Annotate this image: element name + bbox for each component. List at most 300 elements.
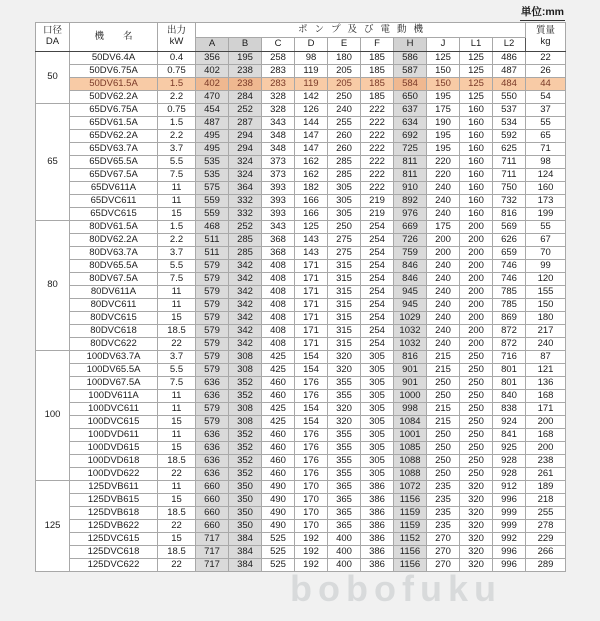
dim-cell: 1072	[394, 481, 427, 494]
dim-cell: 294	[229, 130, 262, 143]
dim-cell: 254	[361, 325, 394, 338]
mass-cell: 136	[526, 377, 566, 390]
table-row[interactable]	[36, 390, 566, 403]
dim-cell: 355	[328, 468, 361, 481]
dim-cell: 352	[229, 442, 262, 455]
dim-cell: 912	[493, 481, 526, 494]
model-cell: 100DVC611	[70, 403, 158, 416]
dim-cell: 992	[493, 533, 526, 546]
dim-cell: 579	[196, 260, 229, 273]
table-row[interactable]	[36, 182, 566, 195]
table-row[interactable]	[36, 208, 566, 221]
dim-cell: 250	[427, 390, 460, 403]
col-header-model: 機 名	[70, 23, 158, 52]
dim-cell: 328	[262, 104, 295, 117]
dim-cell: 487	[493, 65, 526, 78]
model-cell: 80DV63.7A	[70, 247, 158, 260]
table-row[interactable]	[36, 455, 566, 468]
dim-cell: 222	[361, 130, 394, 143]
table-row[interactable]	[36, 104, 566, 117]
table-row[interactable]	[36, 403, 566, 416]
dim-cell: 999	[493, 520, 526, 533]
dim-cell: 1088	[394, 455, 427, 468]
dim-cell: 1029	[394, 312, 427, 325]
dim-cell: 328	[262, 91, 295, 104]
dim-cell: 260	[328, 130, 361, 143]
dim-cell: 250	[328, 221, 361, 234]
dim-cell: 175	[427, 104, 460, 117]
table-row[interactable]	[36, 299, 566, 312]
dim-cell: 220	[427, 156, 460, 169]
model-cell: 125DVC622	[70, 559, 158, 572]
dim-cell: 176	[295, 455, 328, 468]
dim-cell: 315	[328, 312, 361, 325]
model-cell: 50DV62.2A	[70, 91, 158, 104]
dim-cell: 270	[427, 546, 460, 559]
dim-cell: 250	[460, 403, 493, 416]
dim-cell: 925	[493, 442, 526, 455]
dim-cell: 200	[460, 273, 493, 286]
dim-cell: 487	[196, 117, 229, 130]
mass-cell: 261	[526, 468, 566, 481]
dim-cell: 182	[295, 182, 328, 195]
dim-cell: 495	[196, 143, 229, 156]
dim-cell: 315	[328, 260, 361, 273]
dim-cell: 308	[229, 416, 262, 429]
output-cell: 15	[158, 533, 196, 546]
table-row[interactable]	[36, 221, 566, 234]
dim-cell: 250	[460, 377, 493, 390]
output-cell: 0.75	[158, 104, 196, 117]
output-cell: 2.2	[158, 91, 196, 104]
table-row[interactable]	[36, 65, 566, 78]
dim-cell: 305	[328, 208, 361, 221]
dim-cell: 315	[328, 286, 361, 299]
dim-cell: 147	[295, 143, 328, 156]
dim-cell: 579	[196, 338, 229, 351]
mass-cell: 217	[526, 325, 566, 338]
dim-cell: 332	[229, 208, 262, 221]
table-row[interactable]	[36, 143, 566, 156]
table-row[interactable]	[36, 325, 566, 338]
dim-cell: 324	[229, 169, 262, 182]
dim-cell: 846	[394, 273, 427, 286]
dim-cell: 996	[493, 546, 526, 559]
dim-cell: 235	[427, 520, 460, 533]
table-row[interactable]	[36, 169, 566, 182]
output-cell: 3.7	[158, 143, 196, 156]
col-header-c: C	[262, 38, 295, 52]
table-row[interactable]	[36, 468, 566, 481]
dim-cell: 511	[196, 234, 229, 247]
dim-cell: 185	[361, 91, 394, 104]
table-row[interactable]	[36, 377, 566, 390]
output-cell: 5.5	[158, 260, 196, 273]
output-cell: 18.5	[158, 455, 196, 468]
dim-cell: 240	[427, 260, 460, 273]
dim-cell: 368	[262, 247, 295, 260]
table-row[interactable]	[36, 442, 566, 455]
mass-cell: 67	[526, 234, 566, 247]
mass-cell: 71	[526, 143, 566, 156]
output-cell: 2.2	[158, 234, 196, 247]
dim-cell: 320	[328, 364, 361, 377]
output-cell: 11	[158, 429, 196, 442]
dim-cell: 355	[328, 377, 361, 390]
dim-cell: 393	[262, 182, 295, 195]
dim-cell: 650	[394, 91, 427, 104]
dim-cell: 626	[493, 234, 526, 247]
dim-cell: 352	[229, 377, 262, 390]
dim-cell: 454	[196, 104, 229, 117]
dim-cell: 386	[361, 520, 394, 533]
dim-cell: 205	[328, 78, 361, 91]
model-cell: 125DVB611	[70, 481, 158, 494]
output-cell: 11	[158, 390, 196, 403]
model-cell: 80DV62.2A	[70, 234, 158, 247]
dim-cell: 365	[328, 507, 361, 520]
dim-cell: 490	[262, 520, 295, 533]
model-cell: 65DVC615	[70, 208, 158, 221]
dim-cell: 170	[295, 507, 328, 520]
dim-cell: 222	[361, 104, 394, 117]
table-row[interactable]	[36, 364, 566, 377]
dim-cell: 285	[328, 169, 361, 182]
dim-cell: 711	[493, 169, 526, 182]
dim-cell: 320	[328, 351, 361, 364]
diameter-cell: 65	[36, 104, 70, 221]
col-header-mass	[526, 23, 566, 52]
dim-cell: 240	[427, 338, 460, 351]
dim-cell: 192	[295, 546, 328, 559]
dim-cell: 846	[394, 260, 427, 273]
table-row[interactable]	[36, 91, 566, 104]
mass-cell: 37	[526, 104, 566, 117]
dim-cell: 240	[427, 325, 460, 338]
dim-cell: 222	[361, 117, 394, 130]
dim-cell: 250	[460, 455, 493, 468]
dim-cell: 254	[361, 312, 394, 325]
mass-cell: 26	[526, 65, 566, 78]
dim-cell: 525	[262, 559, 295, 572]
table-row[interactable]	[36, 195, 566, 208]
dim-cell: 1085	[394, 442, 427, 455]
dim-cell: 692	[394, 130, 427, 143]
dim-cell: 305	[361, 442, 394, 455]
table-row[interactable]	[36, 533, 566, 546]
table-row[interactable]	[36, 559, 566, 572]
dim-cell: 350	[229, 520, 262, 533]
dim-cell: 305	[361, 455, 394, 468]
dim-cell: 746	[493, 273, 526, 286]
dim-cell: 470	[196, 91, 229, 104]
mass-cell: 65	[526, 130, 566, 143]
dim-cell: 579	[196, 403, 229, 416]
dim-cell: 924	[493, 416, 526, 429]
model-cell: 100DV611A	[70, 390, 158, 403]
dim-cell: 305	[361, 364, 394, 377]
table-row[interactable]	[36, 481, 566, 494]
dim-cell: 200	[460, 299, 493, 312]
dim-cell: 460	[262, 429, 295, 442]
dim-cell: 254	[361, 247, 394, 260]
dim-cell: 1159	[394, 520, 427, 533]
dim-cell: 1001	[394, 429, 427, 442]
dim-cell: 365	[328, 494, 361, 507]
dim-cell: 240	[427, 182, 460, 195]
dim-cell: 235	[427, 507, 460, 520]
mass-cell: 160	[526, 182, 566, 195]
dim-cell: 785	[493, 299, 526, 312]
dim-cell: 400	[328, 546, 361, 559]
dim-cell: 840	[493, 390, 526, 403]
dim-cell: 716	[493, 351, 526, 364]
dim-cell: 901	[394, 377, 427, 390]
dim-cell: 535	[196, 156, 229, 169]
dim-cell: 342	[229, 286, 262, 299]
dim-cell: 1152	[394, 533, 427, 546]
dim-cell: 171	[295, 260, 328, 273]
dim-cell: 171	[295, 312, 328, 325]
dim-cell: 150	[427, 78, 460, 91]
model-cell: 100DVD611	[70, 429, 158, 442]
dim-cell: 717	[196, 533, 229, 546]
dim-cell: 125	[460, 78, 493, 91]
dim-cell: 460	[262, 390, 295, 403]
dim-cell: 587	[394, 65, 427, 78]
dim-cell: 240	[427, 273, 460, 286]
dim-cell: 386	[361, 481, 394, 494]
dim-cell: 250	[460, 351, 493, 364]
model-cell: 100DV65.5A	[70, 364, 158, 377]
dim-cell: 240	[427, 286, 460, 299]
mass-cell: 121	[526, 364, 566, 377]
dim-cell: 490	[262, 494, 295, 507]
dim-cell: 320	[328, 403, 361, 416]
dim-cell: 185	[361, 65, 394, 78]
dim-cell: 154	[295, 351, 328, 364]
output-cell: 15	[158, 312, 196, 325]
dim-cell: 365	[328, 481, 361, 494]
dim-cell: 976	[394, 208, 427, 221]
dim-cell: 355	[328, 442, 361, 455]
dim-cell: 402	[196, 78, 229, 91]
dim-cell: 660	[196, 494, 229, 507]
dim-cell: 408	[262, 273, 295, 286]
dim-cell: 350	[229, 507, 262, 520]
dim-cell: 250	[460, 364, 493, 377]
dim-cell: 320	[460, 533, 493, 546]
dim-cell: 200	[460, 234, 493, 247]
dim-cell: 205	[328, 65, 361, 78]
mass-cell: 44	[526, 78, 566, 91]
dim-cell: 586	[394, 52, 427, 65]
dim-cell: 176	[295, 468, 328, 481]
table-row[interactable]	[36, 520, 566, 533]
dim-cell: 350	[229, 494, 262, 507]
dim-cell: 200	[460, 312, 493, 325]
table-row[interactable]	[36, 338, 566, 351]
dim-cell: 342	[229, 273, 262, 286]
dim-cell: 219	[361, 195, 394, 208]
table-row[interactable]	[36, 312, 566, 325]
table-row[interactable]	[36, 117, 566, 130]
dim-cell: 171	[295, 338, 328, 351]
dim-cell: 386	[361, 546, 394, 559]
dim-cell: 240	[427, 299, 460, 312]
dim-cell: 579	[196, 416, 229, 429]
output-cell: 15	[158, 416, 196, 429]
mass-cell: 255	[526, 507, 566, 520]
dim-cell: 258	[262, 52, 295, 65]
dim-cell: 254	[361, 260, 394, 273]
dim-cell: 785	[493, 286, 526, 299]
dim-cell: 892	[394, 195, 427, 208]
dim-cell: 215	[427, 403, 460, 416]
dim-cell: 386	[361, 559, 394, 572]
output-cell: 5.5	[158, 364, 196, 377]
col-header-l2: L2	[493, 38, 526, 52]
output-cell: 22	[158, 338, 196, 351]
table-row[interactable]	[36, 130, 566, 143]
dim-cell: 250	[328, 91, 361, 104]
mass-cell: 55	[526, 117, 566, 130]
dim-cell: 176	[295, 390, 328, 403]
dim-cell: 348	[262, 130, 295, 143]
dim-cell: 535	[196, 169, 229, 182]
mass-cell: 173	[526, 195, 566, 208]
mass-cell: 120	[526, 273, 566, 286]
dim-cell: 254	[361, 234, 394, 247]
dim-cell: 275	[328, 247, 361, 260]
dim-cell: 144	[295, 117, 328, 130]
mass-cell: 87	[526, 351, 566, 364]
dim-cell: 215	[427, 364, 460, 377]
dim-cell: 579	[196, 273, 229, 286]
dim-cell: 254	[361, 221, 394, 234]
output-cell: 3.7	[158, 351, 196, 364]
table-row[interactable]	[36, 234, 566, 247]
dim-cell: 305	[361, 377, 394, 390]
dim-cell: 171	[295, 273, 328, 286]
table-row[interactable]	[36, 78, 566, 91]
dim-cell: 200	[460, 260, 493, 273]
mass-cell: 124	[526, 169, 566, 182]
mass-cell: 200	[526, 416, 566, 429]
dim-cell: 408	[262, 299, 295, 312]
dim-cell: 801	[493, 364, 526, 377]
table-row[interactable]	[36, 52, 566, 65]
table-row[interactable]	[36, 507, 566, 520]
col-header-b: B	[229, 38, 262, 52]
table-row[interactable]	[36, 286, 566, 299]
output-cell: 11	[158, 299, 196, 312]
table-row[interactable]	[36, 156, 566, 169]
dim-cell: 160	[460, 182, 493, 195]
dim-cell: 270	[427, 533, 460, 546]
mass-cell: 55	[526, 221, 566, 234]
dim-cell: 200	[460, 247, 493, 260]
col-header-diameter-line1: 口径	[42, 25, 62, 37]
dim-cell: 125	[295, 221, 328, 234]
dim-cell: 343	[262, 117, 295, 130]
model-cell: 100DV63.7A	[70, 351, 158, 364]
dim-cell: 170	[295, 494, 328, 507]
dim-cell: 364	[229, 182, 262, 195]
dim-cell: 143	[295, 234, 328, 247]
dim-cell: 176	[295, 377, 328, 390]
table-row[interactable]	[36, 429, 566, 442]
model-cell: 65DV61.5A	[70, 117, 158, 130]
dim-cell: 320	[328, 416, 361, 429]
dim-cell: 460	[262, 468, 295, 481]
dim-cell: 185	[361, 52, 394, 65]
dim-cell: 579	[196, 299, 229, 312]
dim-cell: 305	[361, 403, 394, 416]
dim-cell: 537	[493, 104, 526, 117]
dim-cell: 660	[196, 507, 229, 520]
dim-cell: 166	[295, 208, 328, 221]
output-cell: 22	[158, 468, 196, 481]
dim-cell: 250	[427, 468, 460, 481]
dim-cell: 343	[262, 221, 295, 234]
dim-cell: 160	[460, 143, 493, 156]
table-row[interactable]	[36, 494, 566, 507]
dim-cell: 250	[427, 455, 460, 468]
dim-cell: 142	[295, 91, 328, 104]
watermark: bobofuku	[290, 568, 502, 609]
dim-cell: 352	[229, 468, 262, 481]
table-row[interactable]	[36, 260, 566, 273]
dim-cell: 460	[262, 442, 295, 455]
dim-cell: 468	[196, 221, 229, 234]
dim-cell: 584	[394, 78, 427, 91]
dim-cell: 200	[460, 221, 493, 234]
dim-cell: 425	[262, 364, 295, 377]
dim-cell: 324	[229, 156, 262, 169]
dim-cell: 219	[361, 208, 394, 221]
dim-cell: 200	[460, 325, 493, 338]
output-cell: 18.5	[158, 507, 196, 520]
dim-cell: 125	[427, 52, 460, 65]
dim-cell: 659	[493, 247, 526, 260]
table-row[interactable]	[36, 351, 566, 364]
dim-cell: 660	[196, 481, 229, 494]
model-cell: 65DV62.2A	[70, 130, 158, 143]
dim-cell: 185	[361, 78, 394, 91]
dim-cell: 320	[460, 520, 493, 533]
output-cell: 0.4	[158, 52, 196, 65]
col-header-a: A	[196, 38, 229, 52]
mass-cell: 199	[526, 208, 566, 221]
dim-cell: 285	[328, 156, 361, 169]
dim-cell: 998	[394, 403, 427, 416]
dim-cell: 384	[229, 559, 262, 572]
dim-cell: 559	[196, 208, 229, 221]
table-row[interactable]	[36, 546, 566, 559]
diameter-cell: 80	[36, 221, 70, 351]
dim-cell: 200	[460, 338, 493, 351]
table-row[interactable]	[36, 247, 566, 260]
mass-cell: 168	[526, 390, 566, 403]
dim-cell: 222	[361, 169, 394, 182]
dim-cell: 355	[328, 390, 361, 403]
dim-cell: 235	[427, 481, 460, 494]
table-row[interactable]	[36, 273, 566, 286]
dim-cell: 592	[493, 130, 526, 143]
table-row[interactable]	[36, 416, 566, 429]
dim-cell: 841	[493, 429, 526, 442]
